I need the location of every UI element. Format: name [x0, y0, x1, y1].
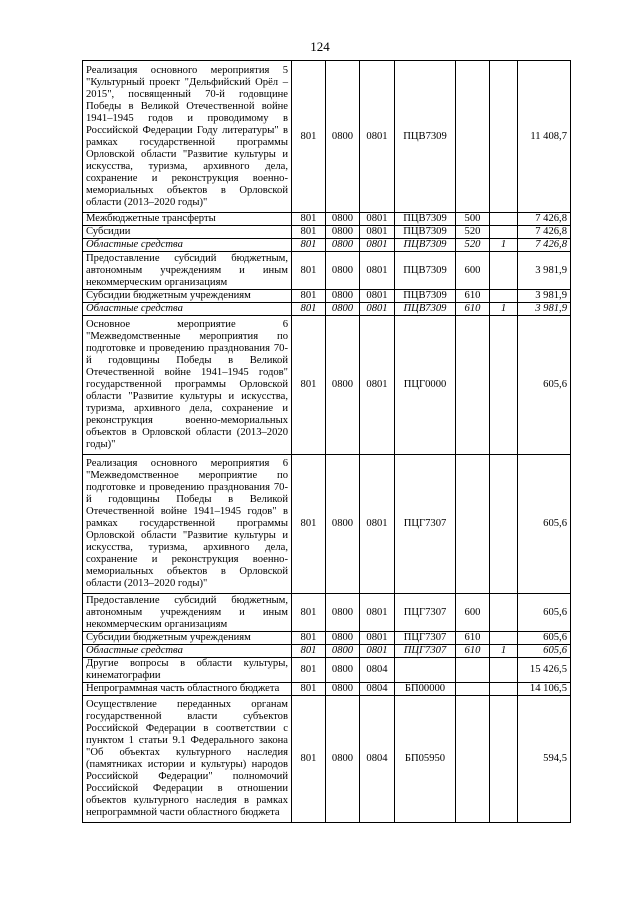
row-name: Предоставление субсидий бюджетным, автономным учреждениям и иным некоммерческим организациям: [83, 594, 292, 632]
row-src: [490, 61, 518, 213]
row-pr: 0804: [360, 696, 395, 823]
row-pr: 0804: [360, 683, 395, 696]
row-rz: 0800: [326, 455, 360, 594]
row-sum: 7 426,8: [518, 239, 571, 252]
row-pr: 0801: [360, 455, 395, 594]
row-sum: 7 426,8: [518, 226, 571, 239]
row-ved: 801: [292, 658, 326, 683]
row-pr: 0801: [360, 594, 395, 632]
row-vr: 610: [456, 303, 490, 316]
row-name: Областные средства: [83, 645, 292, 658]
table-row: [83, 252, 571, 290]
row-name: Межбюджетные трансферты: [83, 213, 292, 226]
row-csr: ПЦВ7309: [395, 303, 456, 316]
row-pr: 0801: [360, 316, 395, 455]
row-sum: 3 981,9: [518, 303, 571, 316]
row-vr: [456, 696, 490, 823]
row-name: Реализация основного мероприятия 6 "Межведомственное мероприятие по подготовке и проведению празднования 70-й годовщины Победы в Великой Отечественной войне 1941–1945 годов" в рамках государственной программы Орловской области "Развитие культуры и искусства, туризма, архивного дела, сохранение и реконструкция военно-мемориальных объектов в Орловской области (2013–2020 годы)": [83, 455, 292, 594]
row-rz: 0800: [326, 645, 360, 658]
row-csr: ПЦГ7307: [395, 645, 456, 658]
row-sum: 11 408,7: [518, 61, 571, 213]
row-name: Областные средства: [83, 239, 292, 252]
row-name: Предоставление субсидий бюджетным, автономным учреждениям и иным некоммерческим организациям: [83, 252, 292, 290]
row-sum: 605,6: [518, 316, 571, 455]
row-rz: 0800: [326, 632, 360, 645]
row-name: Областные средства: [83, 303, 292, 316]
row-ved: 801: [292, 455, 326, 594]
row-sum: 15 426,5: [518, 658, 571, 683]
row-sum: 7 426,8: [518, 213, 571, 226]
row-csr: ПЦГ7307: [395, 632, 456, 645]
row-csr: ПЦГ7307: [395, 594, 456, 632]
row-src: [490, 213, 518, 226]
row-vr: 600: [456, 252, 490, 290]
row-name: Осуществление переданных органам государственной власти субъектов Российской Федерации в соответствии с пунктом 1 статьи 9.1 Федерального закона "Об объектах культурного наследия (памятниках истории и культуры) народов Российской Федерации" полномочий Российской Федерации в отношении объектов культурного наследия в рамках непрограммной части областного бюджета: [83, 696, 292, 823]
row-csr: ПЦГ7307: [395, 455, 456, 594]
row-src: [490, 696, 518, 823]
row-src: [490, 290, 518, 303]
row-pr: 0801: [360, 290, 395, 303]
row-csr: ПЦВ7309: [395, 61, 456, 213]
row-csr: [395, 658, 456, 683]
table-row: [83, 594, 571, 632]
row-rz: 0800: [326, 594, 360, 632]
row-vr: 600: [456, 594, 490, 632]
row-name: Другие вопросы в области культуры, кинематографии: [83, 658, 292, 683]
table-row: [83, 696, 571, 823]
row-name: Субсидии бюджетным учреждениям: [83, 290, 292, 303]
row-ved: 801: [292, 594, 326, 632]
row-csr: ПЦВ7309: [395, 252, 456, 290]
row-name: Субсидии: [83, 226, 292, 239]
row-ved: 801: [292, 316, 326, 455]
table-row: [83, 683, 571, 696]
row-ved: 801: [292, 632, 326, 645]
row-ved: 801: [292, 213, 326, 226]
row-csr: ПЦВ7309: [395, 213, 456, 226]
row-rz: 0800: [326, 303, 360, 316]
table-row: [83, 213, 571, 226]
row-vr: [456, 61, 490, 213]
row-vr: 520: [456, 239, 490, 252]
table-row: [83, 303, 571, 316]
row-name: Субсидии бюджетным учреждениям: [83, 632, 292, 645]
row-pr: 0801: [360, 645, 395, 658]
row-csr: ПЦВ7309: [395, 290, 456, 303]
row-ved: 801: [292, 226, 326, 239]
row-src: [490, 683, 518, 696]
table-row: [83, 61, 571, 213]
row-pr: 0801: [360, 213, 395, 226]
row-src: 1: [490, 303, 518, 316]
row-src: [490, 455, 518, 594]
row-ved: 801: [292, 290, 326, 303]
row-name: Непрограммная часть областного бюджета: [83, 683, 292, 696]
table-row: [83, 658, 571, 683]
row-rz: 0800: [326, 252, 360, 290]
row-vr: 610: [456, 290, 490, 303]
row-rz: 0800: [326, 226, 360, 239]
row-pr: 0801: [360, 632, 395, 645]
row-src: 1: [490, 645, 518, 658]
table-row: [83, 239, 571, 252]
row-vr: 520: [456, 226, 490, 239]
row-rz: 0800: [326, 213, 360, 226]
row-vr: 610: [456, 632, 490, 645]
row-sum: 14 106,5: [518, 683, 571, 696]
row-rz: 0800: [326, 683, 360, 696]
table-row: [83, 290, 571, 303]
row-rz: 0800: [326, 290, 360, 303]
table-row: [83, 226, 571, 239]
table-row: [83, 632, 571, 645]
row-sum: 3 981,9: [518, 252, 571, 290]
row-rz: 0800: [326, 61, 360, 213]
row-ved: 801: [292, 239, 326, 252]
row-csr: БП05950: [395, 696, 456, 823]
row-vr: [456, 316, 490, 455]
row-ved: 801: [292, 696, 326, 823]
row-rz: 0800: [326, 316, 360, 455]
row-ved: 801: [292, 303, 326, 316]
row-pr: 0801: [360, 239, 395, 252]
row-src: [490, 316, 518, 455]
row-pr: 0801: [360, 61, 395, 213]
row-vr: [456, 658, 490, 683]
row-pr: 0804: [360, 658, 395, 683]
row-pr: 0801: [360, 303, 395, 316]
row-name: Основное мероприятие 6 "Межведомственные мероприятия по подготовке и проведению празднования 70-й годовщины Победы в Великой Отечественной войне 1941–1945 годов" государственной программы Орловской области "Развитие культуры и искусства, туризма, архивного дела, сохранение и реконструкция военно-мемориальных объектов в Орловской области (2013–2020 годы)": [83, 316, 292, 455]
row-src: [490, 594, 518, 632]
row-rz: 0800: [326, 658, 360, 683]
row-sum: 605,6: [518, 594, 571, 632]
row-csr: ПЦВ7309: [395, 226, 456, 239]
row-sum: 605,6: [518, 632, 571, 645]
row-ved: 801: [292, 252, 326, 290]
row-src: 1: [490, 239, 518, 252]
page-number: 124: [310, 39, 330, 54]
row-src: [490, 632, 518, 645]
row-src: [490, 226, 518, 239]
row-csr: ПЦВ7309: [395, 239, 456, 252]
row-vr: [456, 455, 490, 594]
row-vr: [456, 683, 490, 696]
row-ved: 801: [292, 61, 326, 213]
row-src: [490, 252, 518, 290]
row-sum: 605,6: [518, 645, 571, 658]
row-ved: 801: [292, 645, 326, 658]
row-sum: 605,6: [518, 455, 571, 594]
row-rz: 0800: [326, 239, 360, 252]
row-vr: 610: [456, 645, 490, 658]
row-rz: 0800: [326, 696, 360, 823]
row-ved: 801: [292, 683, 326, 696]
budget-table: [82, 60, 571, 823]
row-pr: 0801: [360, 252, 395, 290]
table-row: [83, 316, 571, 455]
row-csr: БП00000: [395, 683, 456, 696]
row-name: Реализация основного мероприятия 5 "Культурный проект "Дельфийский Орёл – 2015", посвященный 70-й годовщине Победы в Великой Отечественной войне 1941–1945 годов и проводимому в Российской Федерации Году литературы" в рамках государственной программы Орловской области "Развитие культуры и искусства, туризма, архивного дела, сохранение и реконструкция военно-мемориальных объектов в Орловской области (2013–2020 годы)": [83, 61, 292, 213]
row-csr: ПЦГ0000: [395, 316, 456, 455]
row-vr: 500: [456, 213, 490, 226]
row-pr: 0801: [360, 226, 395, 239]
table-row: [83, 455, 571, 594]
row-src: [490, 658, 518, 683]
row-sum: 3 981,9: [518, 290, 571, 303]
row-sum: 594,5: [518, 696, 571, 823]
table-row: [83, 645, 571, 658]
